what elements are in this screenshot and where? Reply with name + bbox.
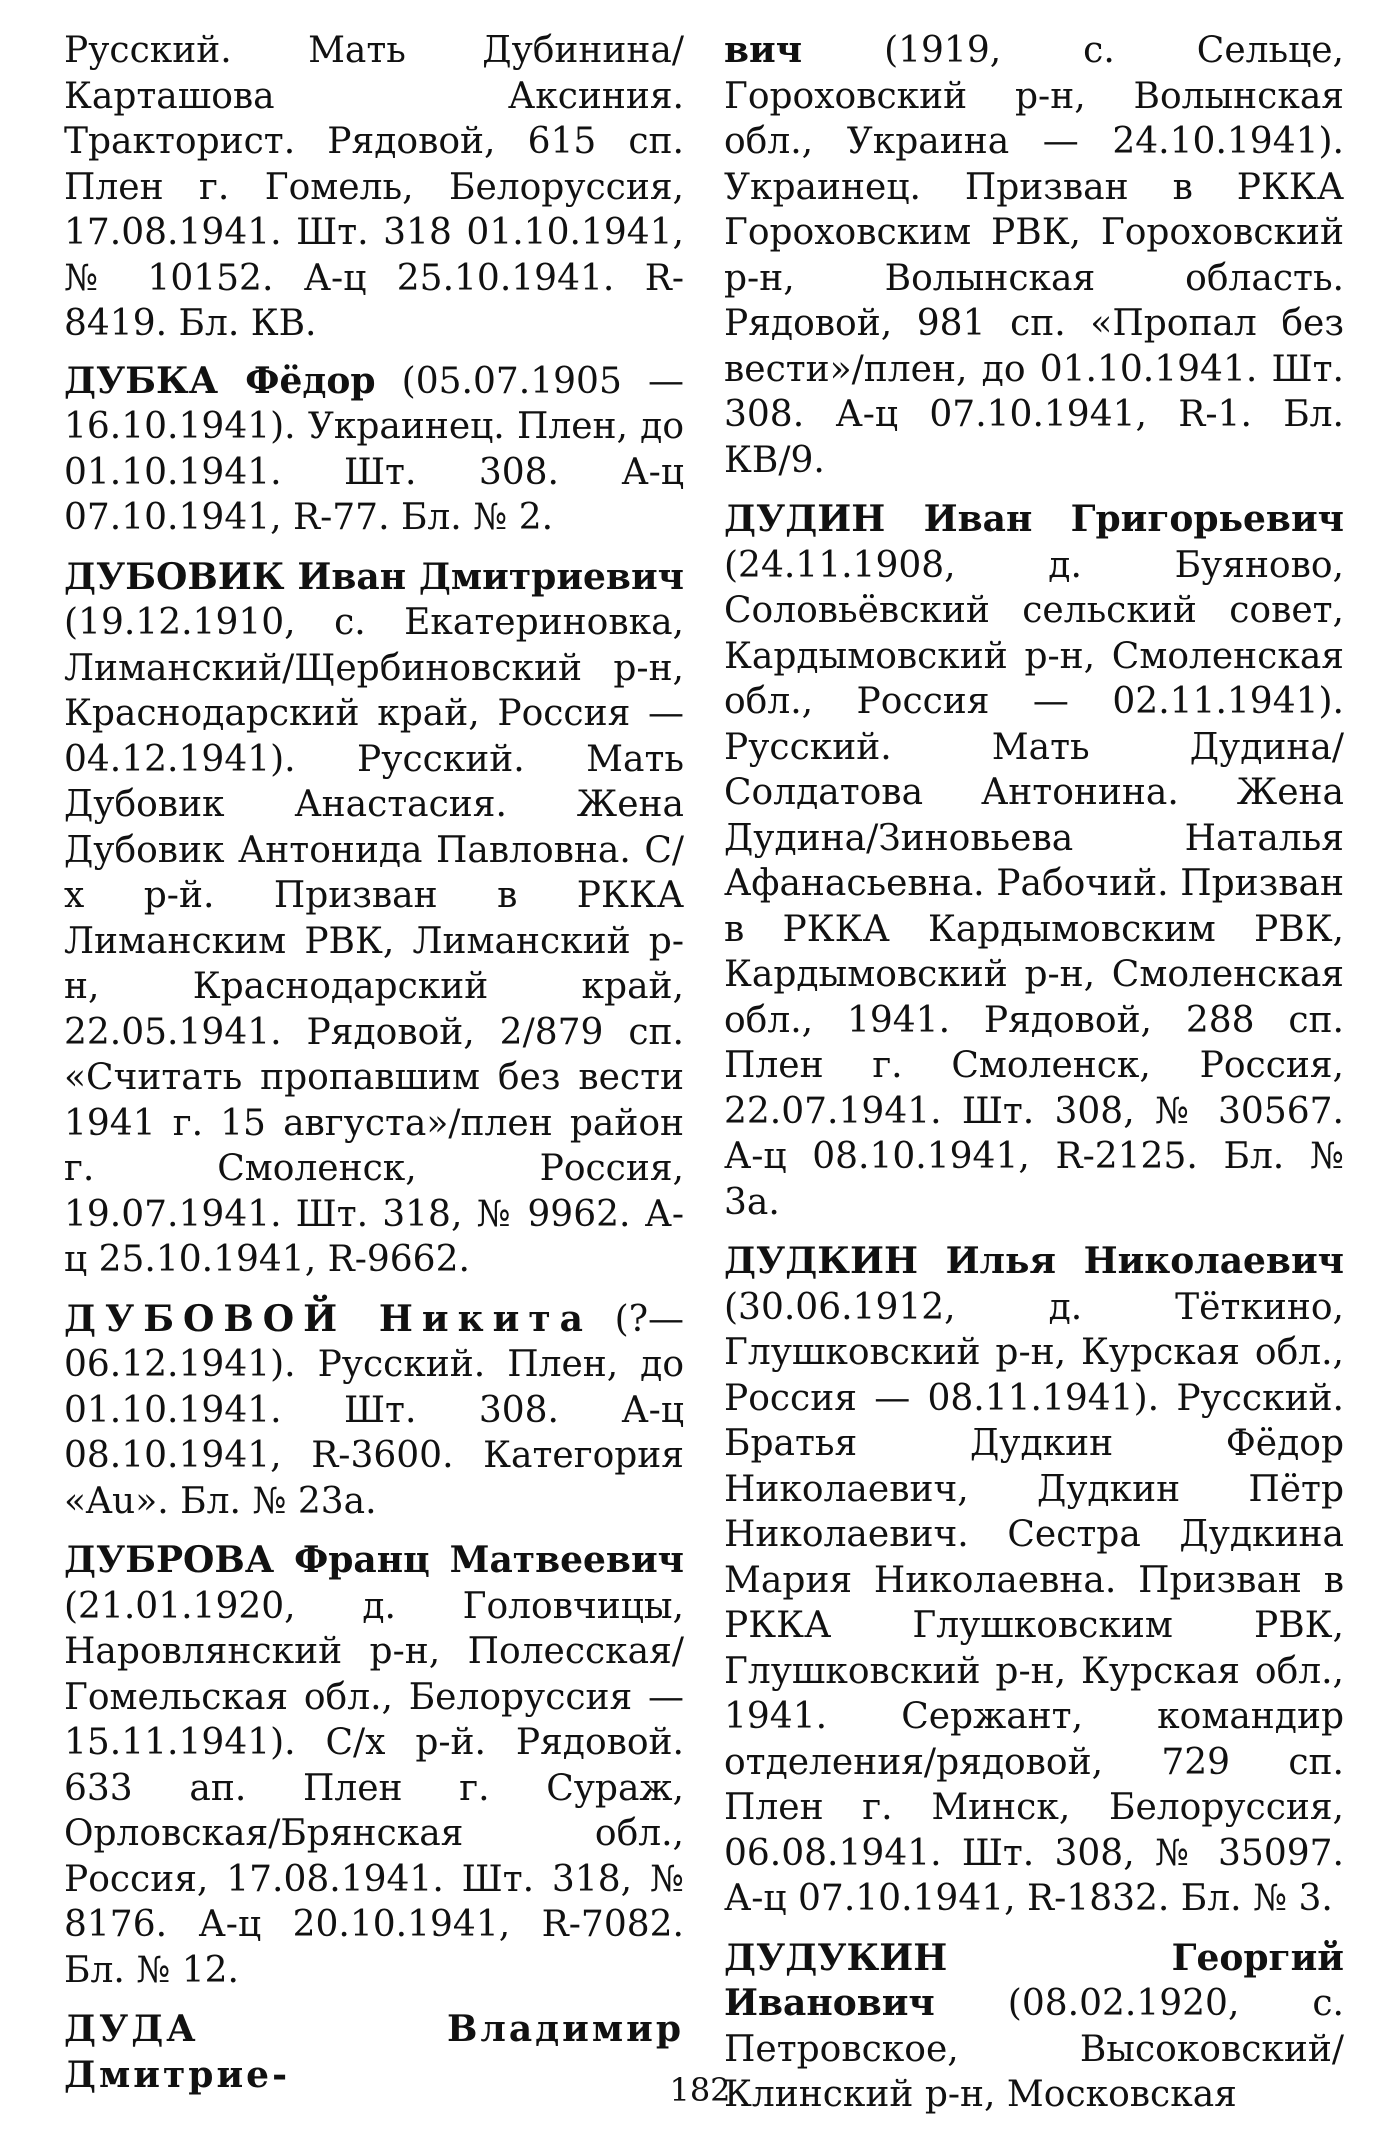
entry-dudkin bbox=[724, 1239, 1344, 1922]
entry-text: (?—06.12.1941). Русский. Плен, до 01.10.1941. Шт. 308. А-ц 08.10.1941, R-3600. Категория «Au». Бл. № 23а. bbox=[64, 1298, 684, 1522]
entry-name: ДУБРОВА Франц Матвеевич bbox=[64, 1539, 684, 1581]
entry-name: вич bbox=[724, 29, 803, 71]
entry-dudin bbox=[724, 497, 1344, 1225]
right-column bbox=[724, 28, 1344, 2132]
entry-dubrova bbox=[64, 1538, 684, 1993]
entry-text: (21.01.1920, д. Головчицы, Наровлянский р-н, Полесская/Гомельская обл., Белоруссия — 15.11.1941). С/х р-й. Рядовой. 633 ап. Плен г. Сураж, Орловская/Брянская обл., Россия, 17.08.1941. Шт. 318, № 8176. А-ц 20.10.1941, R-7082. Бл. № 12. bbox=[64, 1585, 684, 1991]
entry-text: (08.02.1920, с. Петровское, Высоковский/Клинский р-н, Московская bbox=[724, 1983, 1344, 2115]
entry-name: ДУБКА Фёдор bbox=[64, 359, 376, 402]
entry-name: ДУБОВОЙ Никита bbox=[64, 1297, 592, 1340]
page-number: 182 bbox=[669, 2071, 731, 2109]
entry-name: ДУДА Владимир Дмитрие- bbox=[64, 2008, 684, 2096]
entry-name: ДУБОВИК Иван Дмитриевич bbox=[64, 555, 684, 598]
entry-name: ДУДИН Иван Григорьевич bbox=[724, 498, 1344, 540]
entry-text: (1919, с. Сельце, Гороховский р-н, Волынская обл., Украина — 24.10.1941). Украинец. Призван в РККА Гороховским РВК, Гороховский р-н, Волынская область. Рядовой, 981 сп. «Пропал без вести»/плен, до 01.10.1941. Шт. 308. А-ц 07.10.1941, R-1. Бл. КВ/9. bbox=[724, 30, 1344, 481]
entry-duda-continued bbox=[724, 28, 1344, 483]
entry-dubovik bbox=[64, 555, 684, 1283]
entry-dubovoy bbox=[64, 1297, 684, 1525]
entry-text: (19.12.1910, с. Екатериновка, Лиманский/Щербиновский р-н, Краснодарский край, Россия — 04.12.1941). Русский. Мать Дубовик Анастасия. Жена Дубовик Антонида Павловна. С/х р-й. Призван в РККА Лиманским РВК, Лиманский р-н, Краснодарский край, 22.05.1941. Рядовой, 2/879 сп. «Считать пропавшим без вести 1941 г. 15 августа»/плен район г. Смоленск, Россия, 19.07.1941. Шт. 318, № 9962. А-ц 25.10.1941, R-9662. bbox=[64, 602, 684, 1280]
entry-text: Русский. Мать Дубинина/Карташова Аксиния. Тракторист. Рядовой, 615 сп. Плен г. Гомель, Белоруссия, 17.08.1941. Шт. 318 01.10.1941, № 10152. А-ц 25.10.1941. R-8419. Бл. КВ. bbox=[64, 30, 684, 344]
entry-text: (30.06.1912, д. Тёткино, Глушковский р-н, Курская обл., Россия — 08.11.1941). Русский. Братья Дудкин Фёдор Николаевич, Дудкин Пётр Николаевич. Сестра Дудкина Мария Николаевна. Призван в РККА Глушковским РВК, Глушковский р-н, Курская обл., 1941. Сержант, командир отделения/рядовой, 729 сп. Плен г. Минск, Белоруссия, 06.08.1941. Шт. 308, № 35097. А-ц 07.10.1941, R-1832. Бл. № 3. bbox=[724, 1286, 1344, 1919]
entry-name: ДУДКИН Илья Николаевич bbox=[724, 1240, 1344, 1282]
entry-text: (05.07.1905 — 16.10.1941). Украинец. Плен, до 01.10.1941. Шт. 308. А-ц 07.10.1941, R-77. Бл. № 2. bbox=[64, 360, 684, 538]
entry-continuation bbox=[64, 28, 684, 347]
entry-dubka bbox=[64, 359, 684, 541]
left-column bbox=[64, 28, 684, 2112]
entry-name: ДУДУКИН Георгий Иванович bbox=[724, 1936, 1344, 2024]
entry-text: (24.11.1908, д. Буяново, Соловьёвский сельский совет, Кардымовский р-н, Смоленская обл., Россия — 02.11.1941). Русский. Мать Дудина/Солдатова Антонина. Жена Дудина/Зиновьева Наталья Афанасьевна. Рабочий. Призван в РККА Кардымовским РВК, Кардымовский р-н, Смоленская обл., 1941. Рядовой, 288 сп. Плен г. Смоленск, Россия, 22.07.1941. Шт. 308, № 30567. А-ц 08.10.1941, R-2125. Бл. № 3а. bbox=[724, 544, 1344, 1223]
